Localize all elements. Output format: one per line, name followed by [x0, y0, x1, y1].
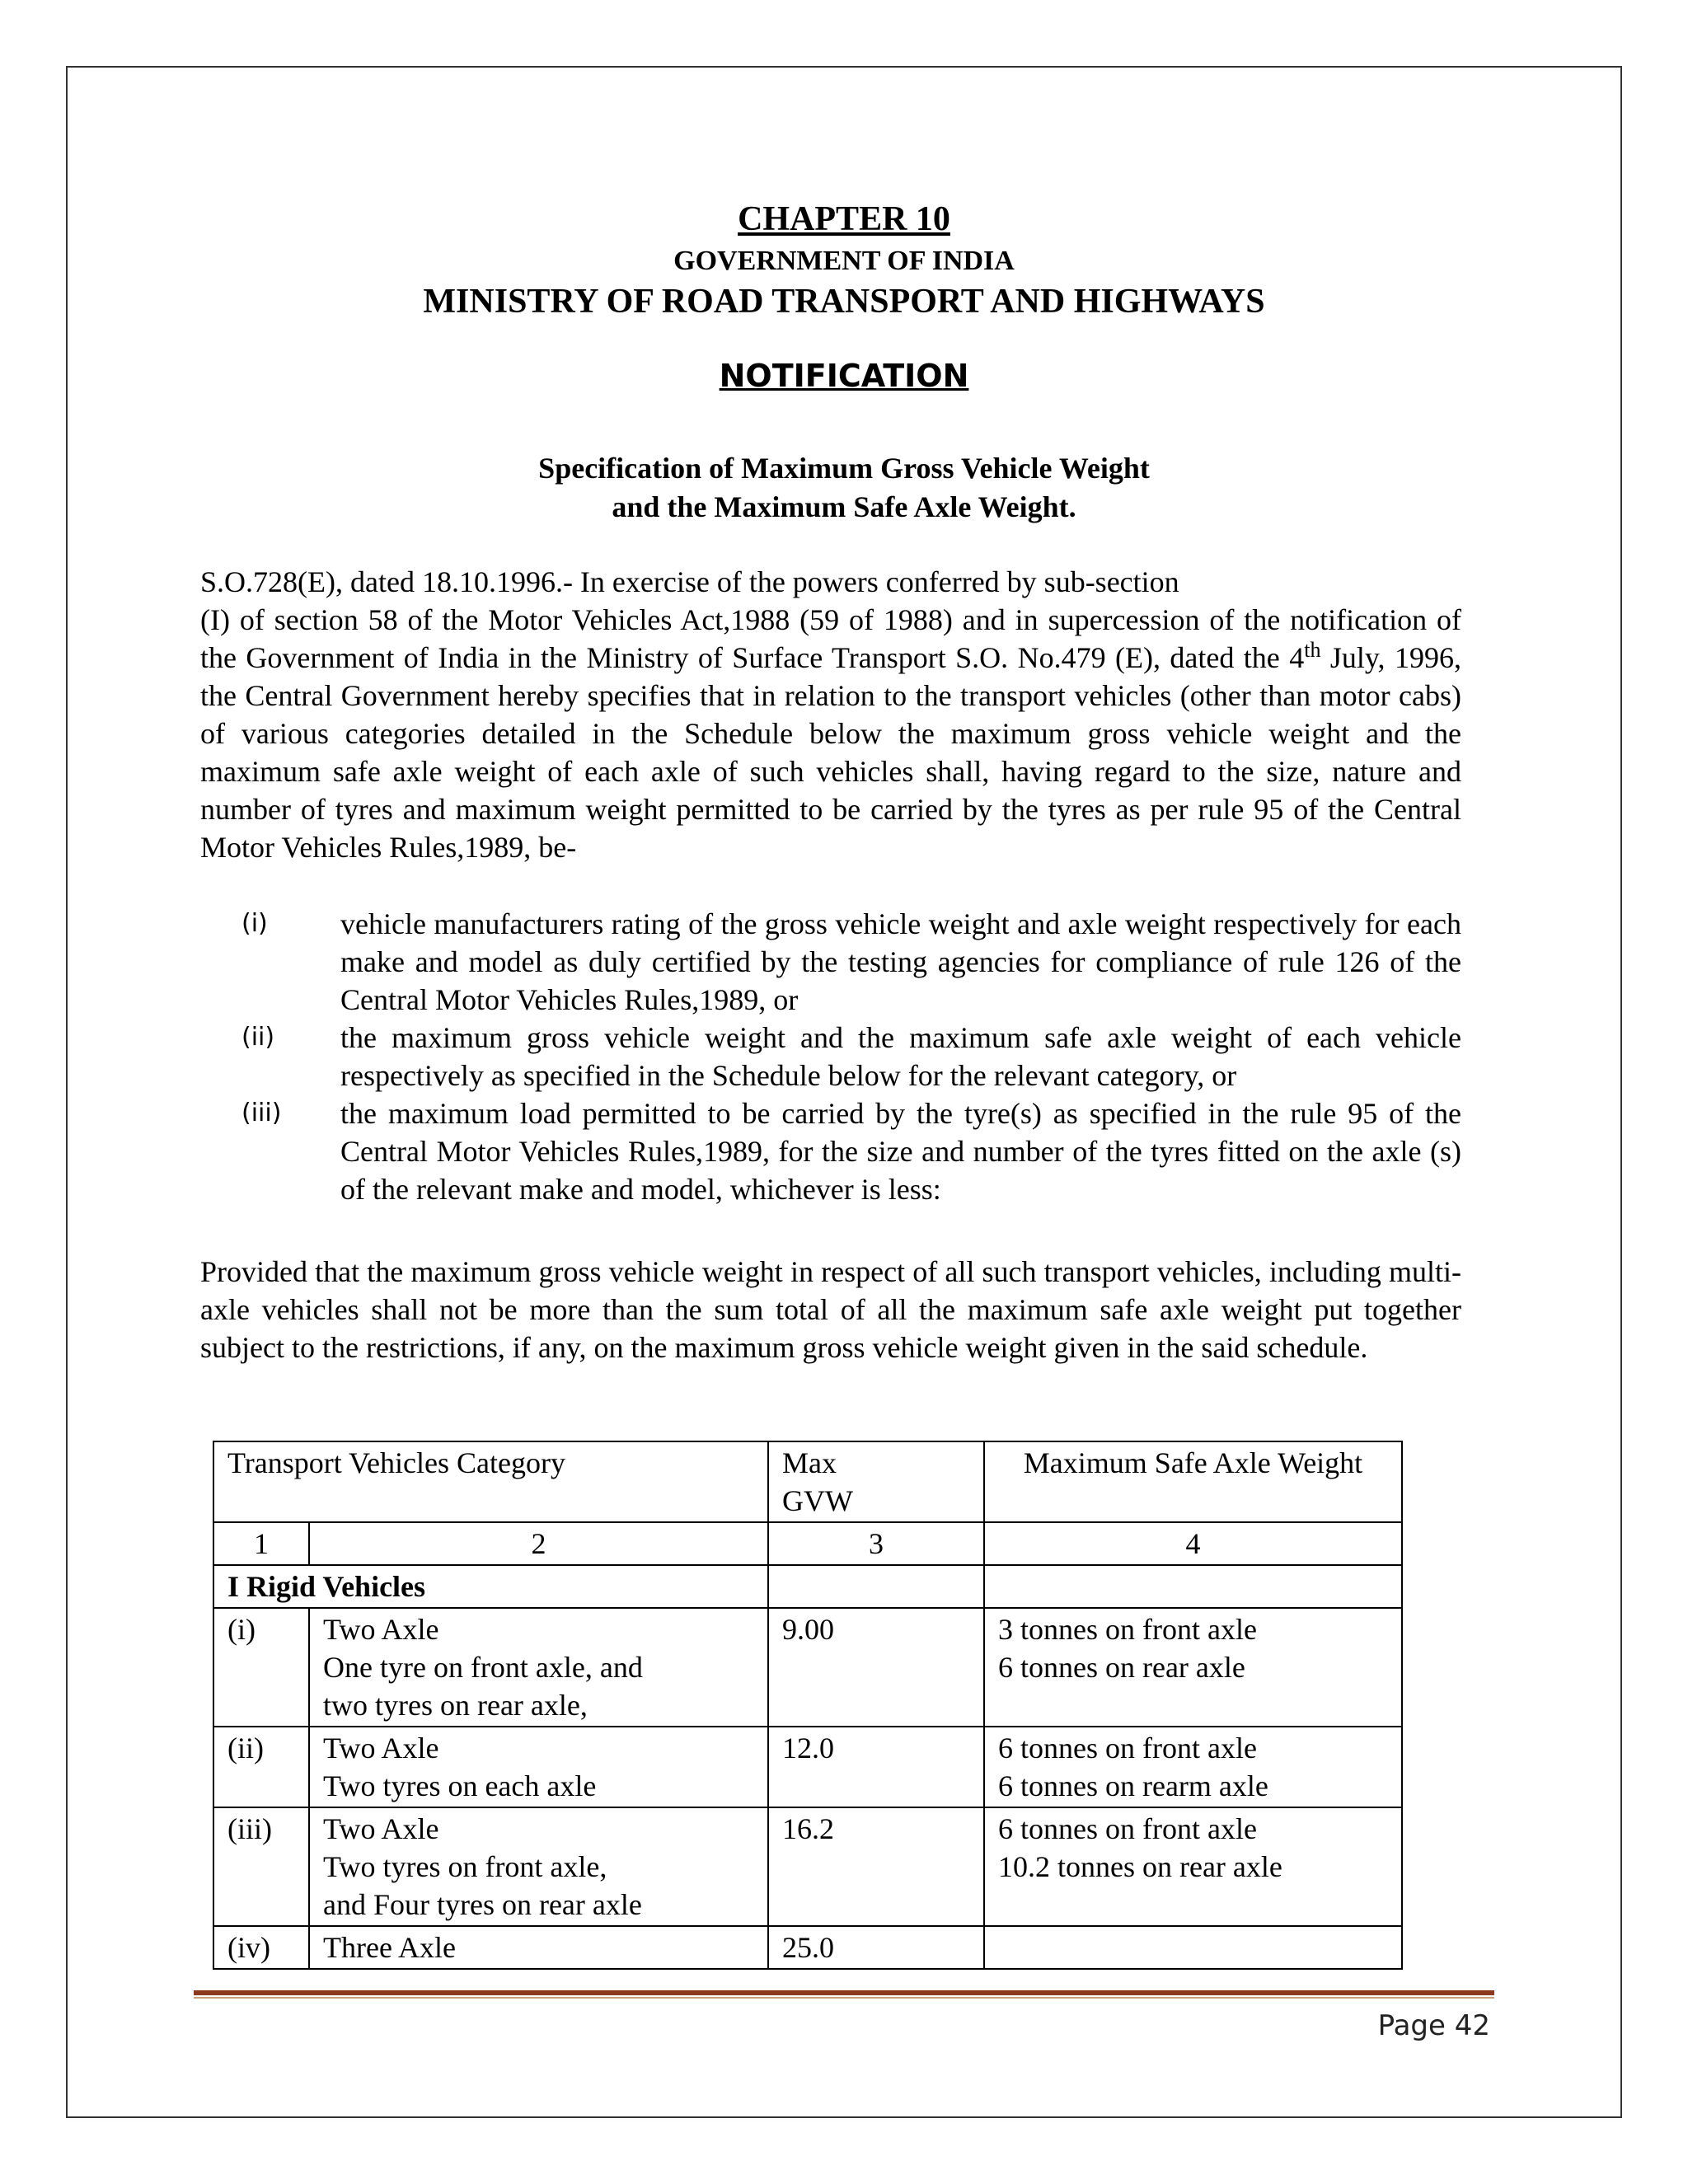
government-heading: GOVERNMENT OF INDIA	[673, 246, 1015, 276]
row-number: (i)	[213, 1608, 309, 1727]
intro-paragraph	[200, 563, 1461, 866]
header-gvw-line2: GVW	[782, 1484, 853, 1517]
section-heading: I Rigid Vehicles	[213, 1565, 768, 1608]
row-axle-weight	[984, 1608, 1402, 1727]
category-line: Two Axle	[323, 1732, 439, 1765]
row-gvw: 12.0	[768, 1727, 984, 1807]
row-axle-weight	[984, 1727, 1402, 1807]
list-item-number: (iii)	[241, 1099, 282, 1127]
axle-line: 10.2 tonnes on rear axle	[998, 1850, 1282, 1883]
row-category	[309, 1727, 768, 1807]
header-gvw-line1: Max	[782, 1446, 837, 1479]
list-item	[200, 1019, 1461, 1094]
table-header-row	[213, 1441, 1402, 1522]
header-category: Transport Vehicles Category	[213, 1441, 768, 1522]
column-number: 4	[984, 1522, 1402, 1565]
row-number: (iii)	[213, 1807, 309, 1926]
table-number-row	[213, 1522, 1402, 1565]
row-axle-weight	[984, 1926, 1402, 1969]
intro-text-a: (I) of section 58 of the Motor Vehicles Act,1988 (59 of 1988) and in supercession of the notification of the Government of India in the Ministry of Surface Transport S.O. No.479 (E), dated the 4	[200, 603, 1461, 674]
axle-line: 6 tonnes on rear axle	[998, 1651, 1245, 1684]
category-line: Three Axle	[323, 1931, 456, 1964]
category-line: Two Axle	[323, 1613, 439, 1646]
category-line: Two Axle	[323, 1812, 439, 1845]
column-number: 3	[768, 1522, 984, 1565]
category-line: Two tyres on each axle	[323, 1769, 597, 1802]
table-section-row	[213, 1565, 1402, 1608]
row-gvw: 16.2	[768, 1807, 984, 1926]
intro-first-line: S.O.728(E), dated 18.10.1996.- In exercise of the powers conferred by sub-section	[200, 565, 1179, 598]
list-item-number: (ii)	[241, 1023, 275, 1052]
footer-separator	[194, 1990, 1494, 1995]
category-line: One tyre on front axle, and	[323, 1651, 643, 1684]
axle-line: 3 tonnes on front axle	[998, 1613, 1257, 1646]
table-row	[213, 1926, 1402, 1969]
column-number: 2	[309, 1522, 768, 1565]
row-category	[309, 1608, 768, 1727]
empty-cell	[768, 1565, 984, 1608]
specification-title-line2: and the Maximum Safe Axle Weight.	[612, 490, 1076, 523]
row-category	[309, 1926, 768, 1969]
page-number: Page 42	[1377, 2009, 1490, 2042]
footer-separator-thin	[194, 1997, 1494, 1999]
proviso-paragraph: Provided that the maximum gross vehicle weight in respect of all such transport vehicles, including multi-axle vehicles shall not be more than the sum total of all the maximum safe axle weight put together subject to the restrictions, if any, on the maximum gross vehicle weight given in the said schedule.	[200, 1255, 1461, 1364]
category-line: Two tyres on front axle,	[323, 1850, 607, 1883]
list-item-text: the maximum gross vehicle weight and the maximum safe axle weight of each vehicle respectively as specified in the Schedule below for the relevant category, or	[340, 1021, 1461, 1092]
column-number: 1	[213, 1522, 309, 1565]
row-gvw: 25.0	[768, 1926, 984, 1969]
header-max-gvw	[768, 1441, 984, 1522]
category-line: and Four tyres on rear axle	[323, 1888, 642, 1921]
table-row	[213, 1608, 1402, 1727]
category-line: two tyres on rear axle,	[323, 1689, 588, 1722]
axle-line: 6 tonnes on rearm axle	[998, 1769, 1268, 1802]
empty-cell	[984, 1565, 1402, 1608]
axle-line: 6 tonnes on front axle	[998, 1732, 1257, 1765]
intro-body	[200, 601, 1461, 866]
list-item-text: vehicle manufacturers rating of the gross vehicle weight and axle weight respectively for each make and model as duly certified by the testing agencies for compliance of rule 126 of the Central Motor Vehicles Rules,1989, or	[340, 907, 1461, 1016]
table-row	[213, 1727, 1402, 1807]
list-item-text: the maximum load permitted to be carried by the tyre(s) as specified in the rule 95 of the Central Motor Vehicles Rules,1989, for the size and number of the tyres fitted on the axle (s) of the relevant make and model, whichever is less:	[340, 1097, 1461, 1206]
chapter-title: CHAPTER 10	[738, 200, 950, 238]
header-axle-weight: Maximum Safe Axle Weight	[984, 1441, 1402, 1522]
intro-superscript: th	[1304, 638, 1321, 662]
conditions-list	[200, 905, 1461, 1208]
ministry-heading: MINISTRY OF ROAD TRANSPORT AND HIGHWAYS	[423, 283, 1265, 321]
specification-title-line1: Specification of Maximum Gross Vehicle Weight	[538, 452, 1150, 485]
list-item	[200, 1094, 1461, 1208]
row-number: (ii)	[213, 1727, 309, 1807]
list-item-number: (i)	[241, 909, 268, 938]
schedule-table	[213, 1441, 1403, 1970]
table-row	[213, 1807, 1402, 1926]
axle-line: 6 tonnes on front axle	[998, 1812, 1257, 1845]
list-item	[200, 905, 1461, 1019]
row-axle-weight	[984, 1807, 1402, 1926]
row-gvw: 9.00	[768, 1608, 984, 1727]
notification-heading: NOTIFICATION	[719, 358, 969, 394]
intro-text-b: July, 1996, the Central Government hereby specifies that in relation to the transport vehicles (other than motor cabs) of various categories detailed in the Schedule below the maximum gross vehicle weight and the maximum safe axle weight of each axle of such vehicles shall, having regard to the size, nature and number of tyres and maximum weight permitted to be carried by the tyres as per rule 95 of the Central Motor Vehicles Rules,1989, be-	[200, 641, 1461, 864]
row-category	[309, 1807, 768, 1926]
row-number: (iv)	[213, 1926, 309, 1969]
